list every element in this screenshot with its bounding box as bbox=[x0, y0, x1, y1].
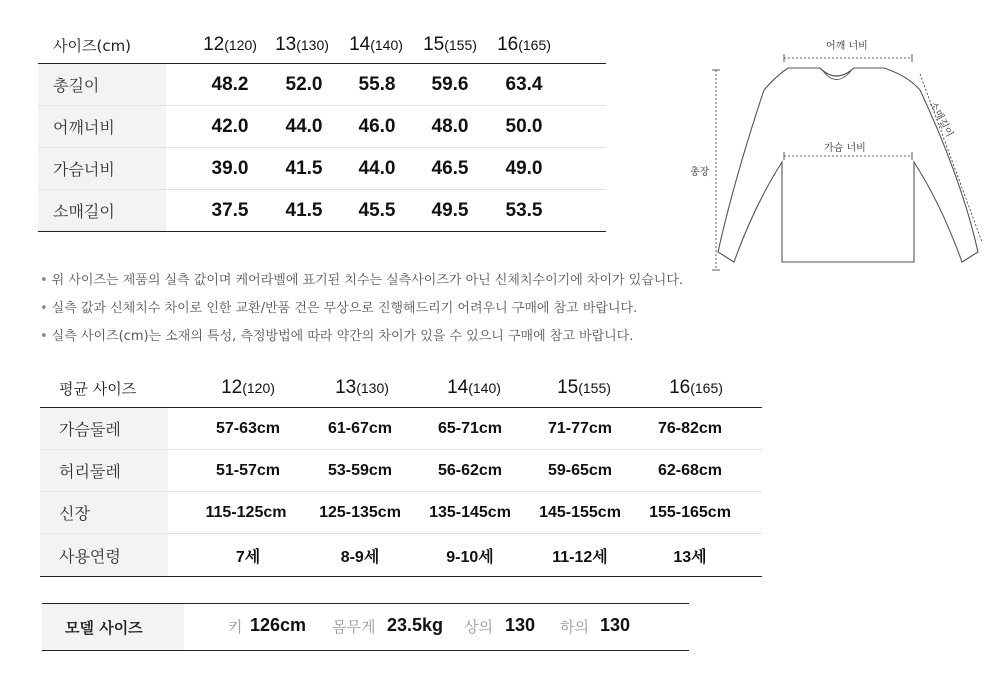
value-cell: 53.5 bbox=[505, 199, 543, 221]
average-row-chest bbox=[40, 408, 762, 450]
row-label: 어깨너비 bbox=[38, 106, 166, 147]
value-cell: 46.0 bbox=[358, 115, 396, 137]
note-item: • 위 사이즈는 제품의 실측 값이며 케어라벨에 표기된 치수는 실측사이즈가 아닌 신체치수이기에 차이가 있습니다. bbox=[40, 273, 684, 288]
value-cell: 135-145cm bbox=[429, 503, 511, 521]
measured-col-13: 13 (130) bbox=[275, 34, 329, 55]
measured-row-total-length bbox=[38, 64, 606, 106]
value-cell: 63.4 bbox=[505, 73, 543, 95]
value-cell: 44.0 bbox=[285, 115, 323, 137]
value-cell: 13세 bbox=[673, 548, 707, 566]
value-cell: 7세 bbox=[235, 548, 261, 566]
average-col-12: 12 (120) bbox=[221, 377, 275, 398]
average-table-header bbox=[40, 372, 762, 408]
measured-col-15: 15 (155) bbox=[423, 34, 477, 55]
average-col-15: 15 (155) bbox=[557, 377, 611, 398]
average-row-height bbox=[40, 492, 762, 534]
long-sleeve-shirt-icon bbox=[680, 30, 990, 280]
chest-width-label: 가슴 너비 bbox=[824, 143, 866, 154]
value-cell: 52.0 bbox=[285, 73, 323, 95]
value-cell: 49.5 bbox=[431, 199, 469, 221]
model-height-key: 키 bbox=[228, 618, 243, 636]
row-label: 신장 bbox=[40, 492, 168, 533]
measured-size-table bbox=[38, 30, 606, 232]
value-cell: 39.0 bbox=[211, 157, 249, 179]
value-cell: 9-10세 bbox=[446, 548, 494, 566]
measured-table-header bbox=[38, 30, 606, 64]
value-cell: 42.0 bbox=[211, 115, 249, 137]
value-cell: 57-63cm bbox=[215, 419, 281, 437]
note-item: • 실측 사이즈(cm)는 소재의 특성, 측정방법에 따라 약간의 차이가 있을 수 있으니 구매에 참고 바랍니다. bbox=[40, 329, 634, 344]
total-length-label: 총장 bbox=[690, 167, 710, 178]
value-cell: 61-67cm bbox=[327, 419, 393, 437]
measured-row-shoulder bbox=[38, 106, 606, 148]
row-label: 가슴너비 bbox=[38, 148, 166, 189]
measured-row-sleeve bbox=[38, 190, 606, 232]
average-row-age bbox=[40, 534, 762, 577]
garment-diagram bbox=[680, 30, 990, 280]
value-cell: 41.5 bbox=[285, 157, 323, 179]
value-cell: 76-82cm bbox=[657, 419, 723, 437]
value-cell: 50.0 bbox=[505, 115, 543, 137]
value-cell: 48.0 bbox=[431, 115, 469, 137]
value-cell: 48.2 bbox=[211, 73, 249, 95]
model-bottom-key: 하의 bbox=[560, 618, 589, 636]
value-cell: 145-155cm bbox=[539, 503, 621, 521]
row-label: 가슴둘레 bbox=[40, 408, 168, 449]
model-top-key: 상의 bbox=[464, 618, 493, 636]
measured-row-chest bbox=[38, 148, 606, 190]
value-cell: 62-68cm bbox=[657, 461, 723, 479]
value-cell: 37.5 bbox=[211, 199, 249, 221]
value-cell: 155-165cm bbox=[649, 503, 731, 521]
model-size-label: 모델 사이즈 bbox=[42, 604, 184, 650]
value-cell: 51-57cm bbox=[215, 461, 281, 479]
shoulder-width-label: 어깨 너비 bbox=[826, 41, 868, 52]
value-cell: 55.8 bbox=[358, 73, 396, 95]
value-cell: 44.0 bbox=[358, 157, 396, 179]
model-weight-key: 몸무게 bbox=[332, 618, 376, 636]
measured-col-14: 14 (140) bbox=[349, 34, 403, 55]
value-cell: 71-77cm bbox=[547, 419, 613, 437]
average-col-13: 13 (130) bbox=[335, 377, 389, 398]
average-col-14: 14 (140) bbox=[447, 377, 501, 398]
value-cell: 41.5 bbox=[285, 199, 323, 221]
average-col-16: 16 (165) bbox=[669, 377, 723, 398]
model-bottom-value: 130 bbox=[600, 615, 631, 635]
value-cell: 46.5 bbox=[431, 157, 469, 179]
model-weight-value: 23.5kg bbox=[387, 615, 444, 635]
value-cell: 49.0 bbox=[505, 157, 543, 179]
average-header-label: 평균 사이즈 bbox=[59, 380, 137, 398]
value-cell: 59-65cm bbox=[547, 461, 613, 479]
value-cell: 65-71cm bbox=[437, 419, 503, 437]
average-size-table bbox=[40, 372, 762, 577]
row-label: 총길이 bbox=[38, 64, 166, 105]
value-cell: 8-9세 bbox=[340, 548, 380, 566]
value-cell: 125-135cm bbox=[319, 503, 401, 521]
measured-col-16: 16 (165) bbox=[497, 34, 551, 55]
model-top-value: 130 bbox=[505, 615, 536, 635]
note-item: • 실측 값과 신체치수 차이로 인한 교환/반품 건은 무상으로 진행해드리기 어려우니 구매에 참고 바랍니다. bbox=[40, 301, 638, 316]
measured-header-label: 사이즈(cm) bbox=[53, 37, 132, 55]
average-row-waist bbox=[40, 450, 762, 492]
model-height-value: 126cm bbox=[250, 615, 307, 635]
row-label: 소매길이 bbox=[38, 190, 166, 231]
sleeve-length-label: 소매길이 bbox=[926, 99, 955, 140]
model-size-box bbox=[42, 603, 689, 651]
value-cell: 11-12세 bbox=[552, 548, 608, 566]
row-label: 사용연령 bbox=[40, 534, 168, 576]
measured-col-12: 12 (120) bbox=[203, 34, 257, 55]
row-label: 허리둘레 bbox=[40, 450, 168, 491]
value-cell: 53-59cm bbox=[327, 461, 393, 479]
value-cell: 56-62cm bbox=[437, 461, 503, 479]
value-cell: 115-125cm bbox=[205, 503, 287, 521]
value-cell: 59.6 bbox=[431, 73, 469, 95]
value-cell: 45.5 bbox=[358, 199, 396, 221]
